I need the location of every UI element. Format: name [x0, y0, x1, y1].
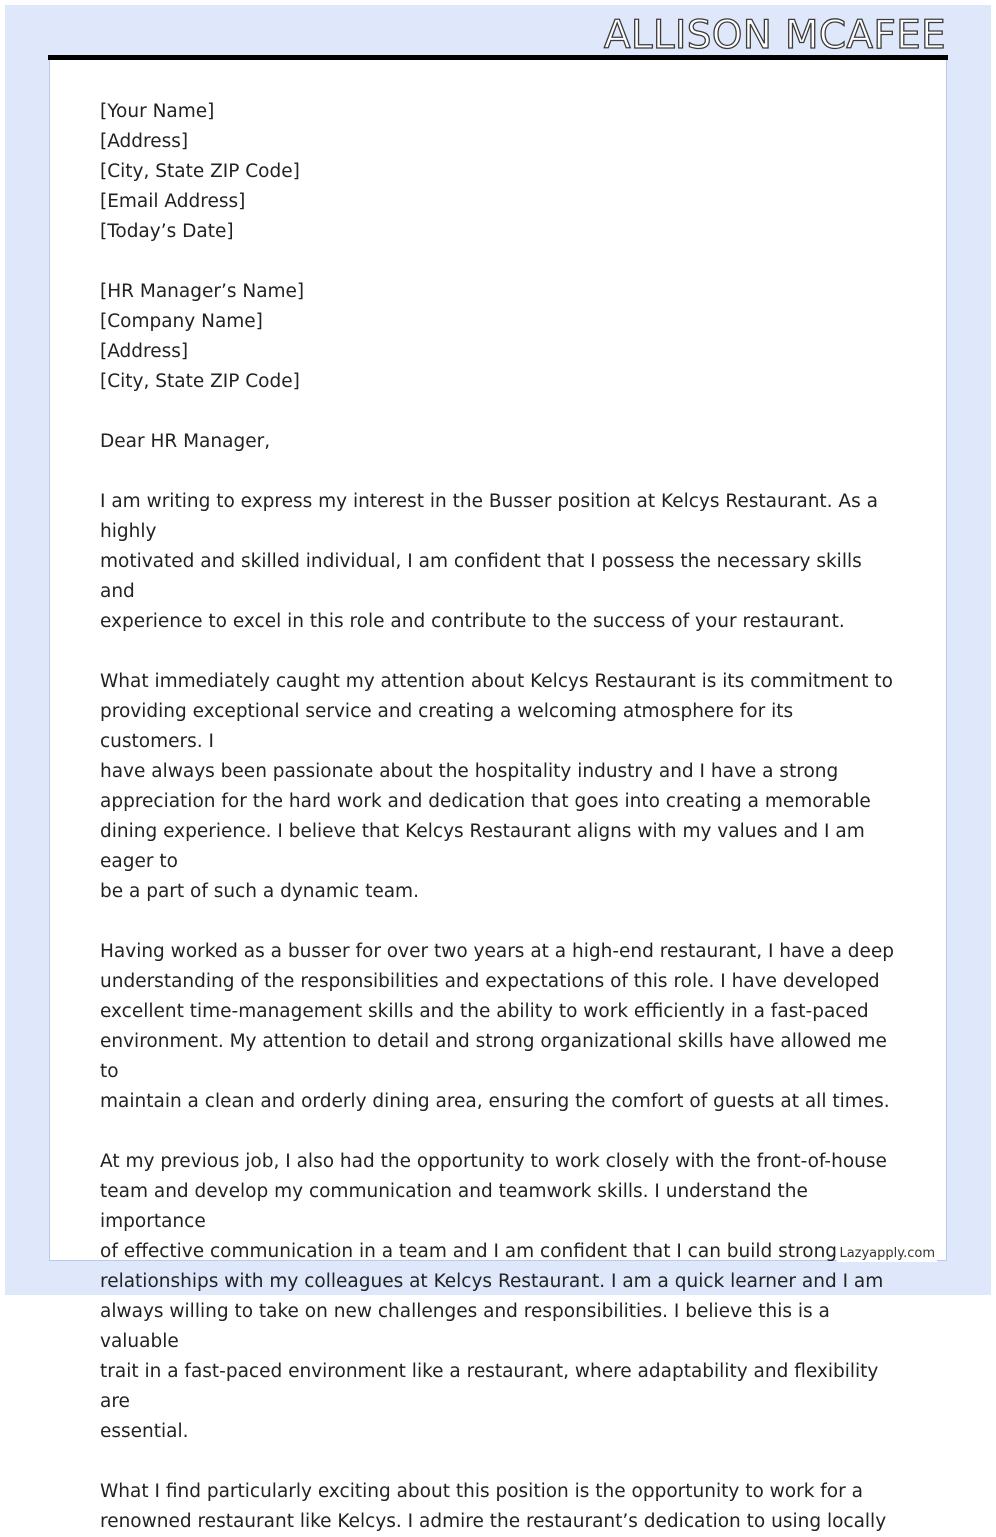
paragraph-experience: Having worked as a busser for over two years at a high-end restaurant, I have a deep understanding of the responsibilities and expectations of this role. I have developed excellent time-management skills and the ability to work efficiently in a fast-paced environment. My attention to detail and strong organizational skills have allowed me to maintain a clean and orderly dining area, ensuring the comfort of guests at all times. [100, 941, 895, 1112]
sender-address: [Address] [100, 131, 189, 152]
recipient-address-block [100, 277, 900, 397]
paragraph-teamwork: At my previous job, I also had the opportunity to work closely with the front-of-house team and develop my communication and teamwork skills. I understand the importance of effective communication in a team and I am confident that I can build strong relationships with my colleagues at Kelcys Restaurant. I am a quick learner and I am always willing to take on new challenges and responsibilities. I believe this is a valuable trait in a fast-paced environment like a restaurant, where adaptability and flexibility are essential. [100, 1151, 887, 1442]
paragraph-attention: What immediately caught my attention about Kelcys Restaurant is its commitment to providing exceptional service and creating a welcoming atmosphere for its customers. I have always been passionate about the hospitality industry and I have a strong appreciation for the hard work and dedication that goes into creating a memorable dining experience. I believe that Kelcys Restaurant aligns with my values and I am eager to be a part of such a dynamic team. [100, 671, 893, 902]
recipient-address: [Address] [100, 341, 189, 362]
spacer [100, 907, 900, 937]
sender-address-block [100, 97, 900, 247]
spacer [100, 1117, 900, 1147]
sender-name: [Your Name] [100, 101, 215, 122]
watermark-text: Lazyapply.com [839, 1246, 935, 1261]
sender-city-state-zip: [City, State ZIP Code] [100, 161, 300, 182]
spacer [100, 457, 900, 487]
recipient-name: [HR Manager’s Name] [100, 281, 305, 302]
paragraph-intro: I am writing to express my interest in the Busser position at Kelcys Restaurant. As a highly motivated and skilled individual, I am confident that I possess the necessary skills and experience to excel in this role and contribute to the success of your restaurant. [100, 491, 878, 632]
paragraph-excitement: What I find particularly exciting about this position is the opportunity to work for a renowned restaurant like Kelcys. I admire the restaurant’s dedication to using locally [100, 1481, 887, 1532]
spacer [100, 637, 900, 667]
recipient-city-state-zip: [City, State ZIP Code] [100, 371, 300, 392]
spacer [100, 397, 900, 427]
recipient-company: [Company Name] [100, 311, 263, 332]
salutation: Dear HR Manager, [100, 431, 271, 452]
letter-date: [Today’s Date] [100, 221, 234, 242]
header-name: ALLISON MCAFEE [603, 13, 946, 58]
spacer [100, 247, 900, 277]
spacer [100, 1447, 900, 1477]
cover-letter-body [100, 97, 900, 1537]
sender-email: [Email Address] [100, 191, 246, 212]
